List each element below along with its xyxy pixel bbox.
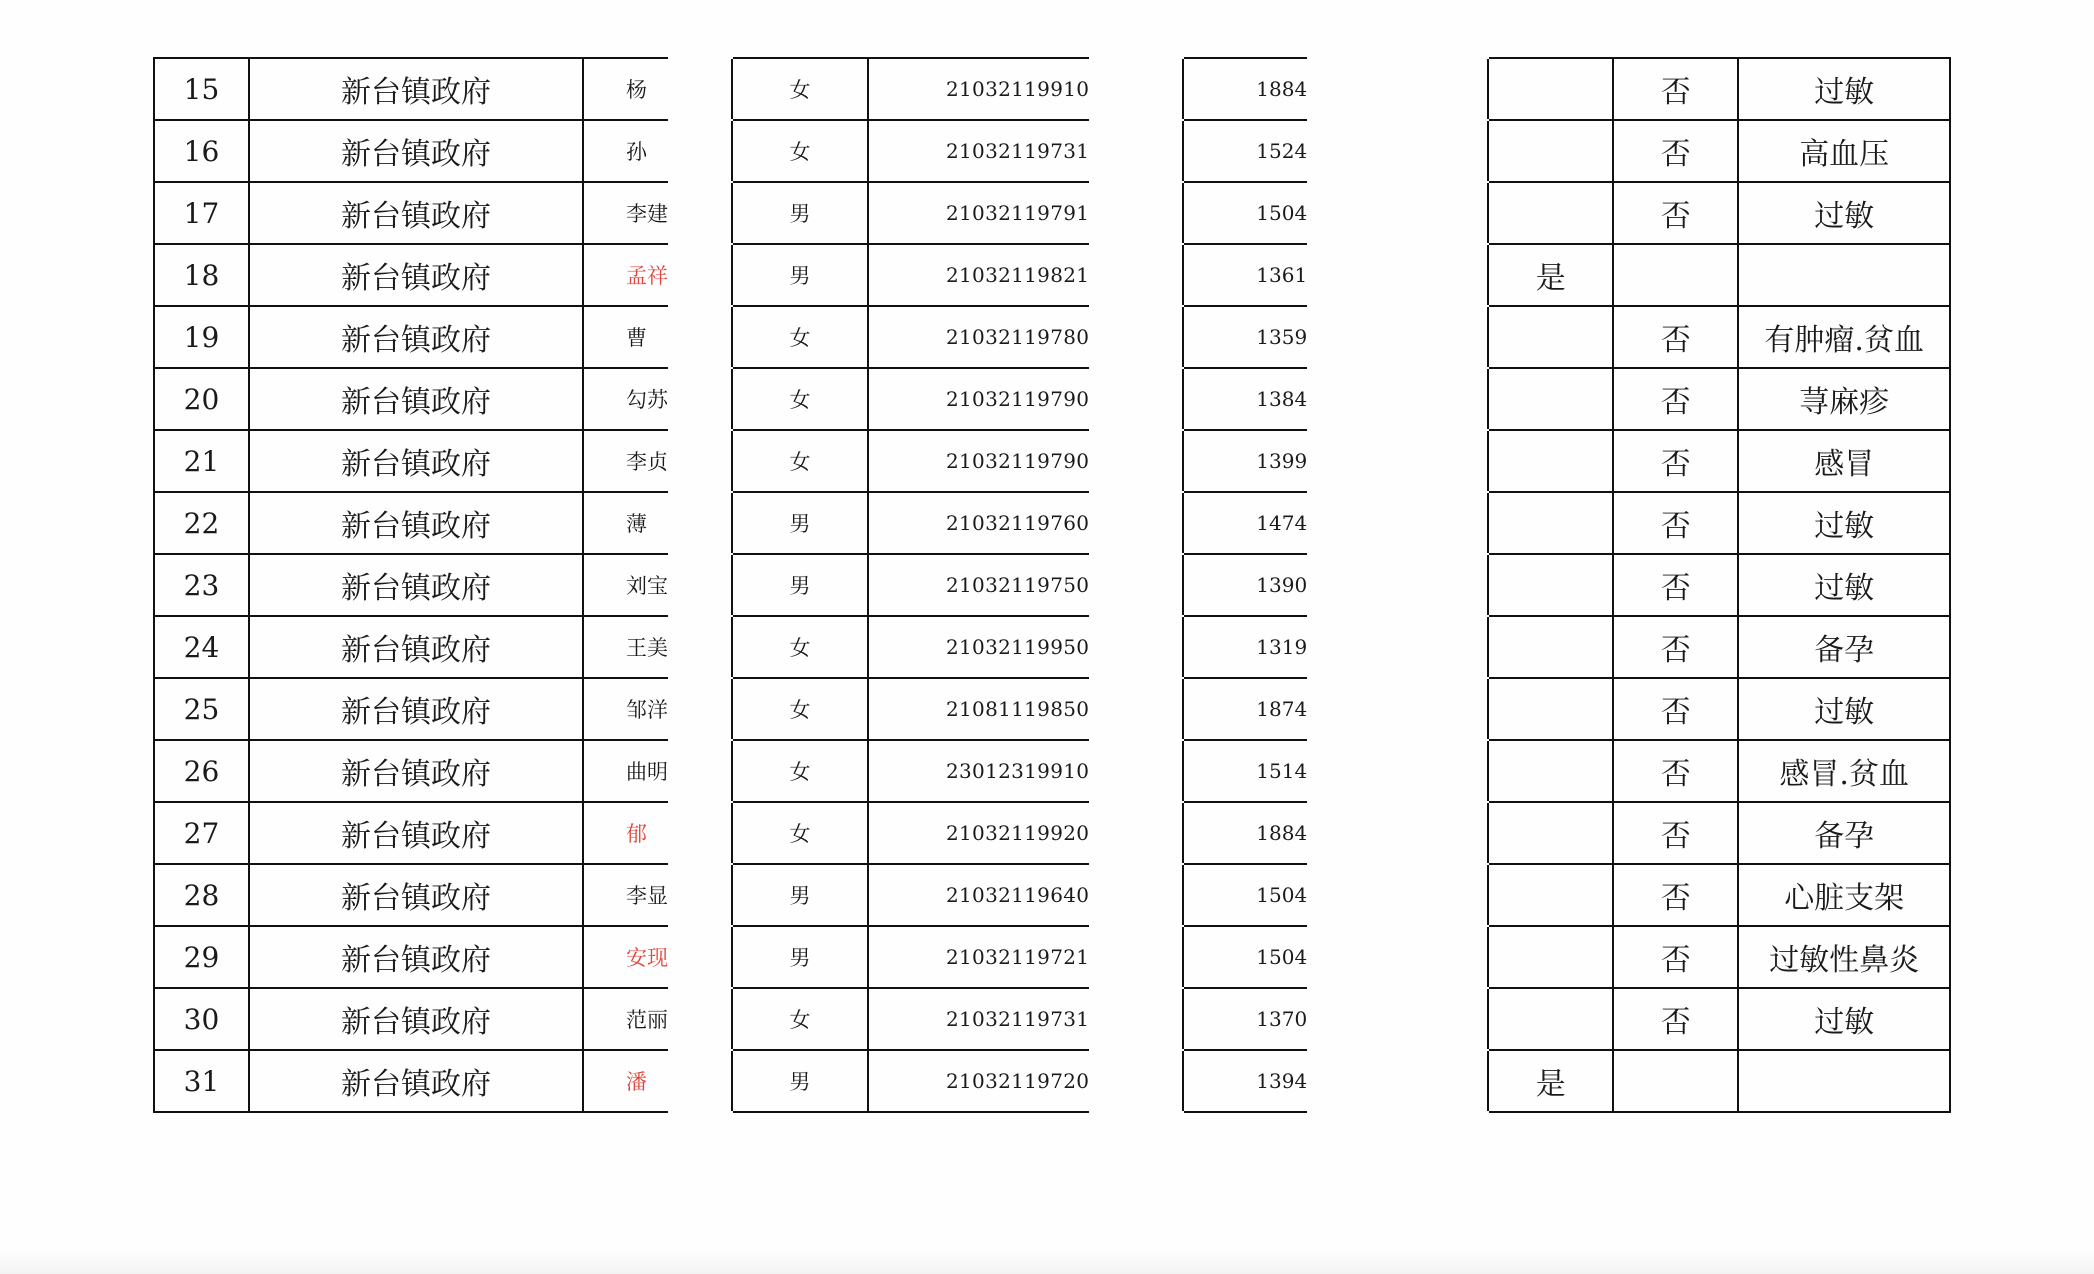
condition-cell: 荨麻疹 bbox=[1738, 368, 1950, 430]
gender-cell: 女 bbox=[732, 58, 868, 120]
unit-cell: 新台镇政府 bbox=[249, 368, 583, 430]
no-cell: 否 bbox=[1613, 616, 1738, 678]
clipped-gap bbox=[668, 492, 732, 554]
phone-cell: 1394 bbox=[1183, 1050, 1307, 1112]
gender-cell: 男 bbox=[732, 864, 868, 926]
row-number-cell: 17 bbox=[154, 182, 249, 244]
data-table bbox=[153, 57, 1951, 1113]
table-row bbox=[154, 554, 1950, 616]
condition-cell: 过敏性鼻炎 bbox=[1738, 926, 1950, 988]
clipped-gap bbox=[1307, 182, 1488, 244]
clipped-gap bbox=[1307, 1050, 1488, 1112]
person-name-cell: 范丽 bbox=[583, 988, 668, 1050]
clipped-gap bbox=[1089, 244, 1183, 306]
phone-cell: 1361 bbox=[1183, 244, 1307, 306]
person-name-cell: 李建 bbox=[583, 182, 668, 244]
clipped-gap bbox=[1089, 368, 1183, 430]
table-body bbox=[154, 58, 1950, 1112]
gender-cell: 男 bbox=[732, 926, 868, 988]
yes-cell bbox=[1488, 616, 1613, 678]
table-row bbox=[154, 802, 1950, 864]
clipped-gap bbox=[1307, 554, 1488, 616]
yes-cell bbox=[1488, 678, 1613, 740]
person-name-cell: 孟祥 bbox=[583, 244, 668, 306]
person-name-cell: 郁 bbox=[583, 802, 668, 864]
phone-cell: 1370 bbox=[1183, 988, 1307, 1050]
bottom-shade bbox=[0, 1250, 2094, 1274]
gender-cell: 女 bbox=[732, 306, 868, 368]
clipped-gap bbox=[1307, 926, 1488, 988]
table-row bbox=[154, 616, 1950, 678]
yes-cell: 是 bbox=[1488, 244, 1613, 306]
id-number-cell: 21032119910 bbox=[868, 58, 1089, 120]
phone-cell: 1884 bbox=[1183, 58, 1307, 120]
no-cell: 否 bbox=[1613, 182, 1738, 244]
person-name-cell: 曲明 bbox=[583, 740, 668, 802]
row-number-cell: 19 bbox=[154, 306, 249, 368]
person-name-cell: 薄 bbox=[583, 492, 668, 554]
phone-cell: 1504 bbox=[1183, 864, 1307, 926]
no-cell: 否 bbox=[1613, 58, 1738, 120]
unit-cell: 新台镇政府 bbox=[249, 182, 583, 244]
table-row bbox=[154, 678, 1950, 740]
condition-cell bbox=[1738, 1050, 1950, 1112]
clipped-gap bbox=[1089, 554, 1183, 616]
clipped-gap bbox=[1307, 368, 1488, 430]
id-number-cell: 21032119920 bbox=[868, 802, 1089, 864]
clipped-gap bbox=[1089, 58, 1183, 120]
condition-cell: 备孕 bbox=[1738, 802, 1950, 864]
gender-cell: 女 bbox=[732, 988, 868, 1050]
table-row bbox=[154, 740, 1950, 802]
row-number-cell: 29 bbox=[154, 926, 249, 988]
clipped-gap bbox=[1089, 802, 1183, 864]
clipped-gap bbox=[1089, 988, 1183, 1050]
yes-cell bbox=[1488, 430, 1613, 492]
row-number-cell: 15 bbox=[154, 58, 249, 120]
clipped-gap bbox=[668, 988, 732, 1050]
no-cell: 否 bbox=[1613, 120, 1738, 182]
clipped-gap bbox=[1307, 120, 1488, 182]
phone-cell: 1884 bbox=[1183, 802, 1307, 864]
gender-cell: 女 bbox=[732, 368, 868, 430]
no-cell: 否 bbox=[1613, 864, 1738, 926]
clipped-gap bbox=[1089, 678, 1183, 740]
row-number-cell: 28 bbox=[154, 864, 249, 926]
table-row bbox=[154, 120, 1950, 182]
person-name-cell: 安现 bbox=[583, 926, 668, 988]
clipped-gap bbox=[1089, 864, 1183, 926]
gender-cell: 男 bbox=[732, 554, 868, 616]
clipped-gap bbox=[1089, 306, 1183, 368]
unit-cell: 新台镇政府 bbox=[249, 802, 583, 864]
phone-cell: 1514 bbox=[1183, 740, 1307, 802]
no-cell: 否 bbox=[1613, 492, 1738, 554]
no-cell bbox=[1613, 1050, 1738, 1112]
clipped-gap bbox=[668, 1050, 732, 1112]
gender-cell: 男 bbox=[732, 182, 868, 244]
row-number-cell: 26 bbox=[154, 740, 249, 802]
id-number-cell: 21032119950 bbox=[868, 616, 1089, 678]
row-number-cell: 23 bbox=[154, 554, 249, 616]
row-number-cell: 20 bbox=[154, 368, 249, 430]
table-row bbox=[154, 306, 1950, 368]
id-number-cell: 21032119731 bbox=[868, 120, 1089, 182]
clipped-gap bbox=[1307, 244, 1488, 306]
clipped-gap bbox=[668, 616, 732, 678]
clipped-gap bbox=[668, 864, 732, 926]
condition-cell: 过敏 bbox=[1738, 678, 1950, 740]
gender-cell: 男 bbox=[732, 1050, 868, 1112]
table-row bbox=[154, 864, 1950, 926]
clipped-gap bbox=[668, 58, 732, 120]
clipped-gap bbox=[668, 368, 732, 430]
id-number-cell: 21032119750 bbox=[868, 554, 1089, 616]
row-number-cell: 24 bbox=[154, 616, 249, 678]
yes-cell bbox=[1488, 368, 1613, 430]
no-cell: 否 bbox=[1613, 368, 1738, 430]
clipped-gap bbox=[668, 678, 732, 740]
no-cell: 否 bbox=[1613, 740, 1738, 802]
table-row bbox=[154, 926, 1950, 988]
condition-cell: 过敏 bbox=[1738, 58, 1950, 120]
person-name-cell: 勾苏 bbox=[583, 368, 668, 430]
yes-cell bbox=[1488, 740, 1613, 802]
phone-cell: 1399 bbox=[1183, 430, 1307, 492]
clipped-gap bbox=[1307, 988, 1488, 1050]
clipped-gap bbox=[1307, 864, 1488, 926]
clipped-gap bbox=[668, 306, 732, 368]
no-cell: 否 bbox=[1613, 306, 1738, 368]
clipped-gap bbox=[668, 926, 732, 988]
yes-cell bbox=[1488, 120, 1613, 182]
condition-cell: 感冒.贫血 bbox=[1738, 740, 1950, 802]
yes-cell bbox=[1488, 926, 1613, 988]
person-name-cell: 李显 bbox=[583, 864, 668, 926]
unit-cell: 新台镇政府 bbox=[249, 988, 583, 1050]
row-number-cell: 30 bbox=[154, 988, 249, 1050]
clipped-gap bbox=[668, 802, 732, 864]
no-cell: 否 bbox=[1613, 988, 1738, 1050]
clipped-gap bbox=[668, 554, 732, 616]
clipped-gap bbox=[1089, 616, 1183, 678]
yes-cell: 是 bbox=[1488, 1050, 1613, 1112]
gender-cell: 男 bbox=[732, 244, 868, 306]
id-number-cell: 21032119720 bbox=[868, 1050, 1089, 1112]
yes-cell bbox=[1488, 864, 1613, 926]
id-number-cell: 21032119760 bbox=[868, 492, 1089, 554]
table-row bbox=[154, 988, 1950, 1050]
clipped-gap bbox=[668, 430, 732, 492]
condition-cell: 高血压 bbox=[1738, 120, 1950, 182]
person-name-cell: 邹洋 bbox=[583, 678, 668, 740]
id-number-cell: 21032119791 bbox=[868, 182, 1089, 244]
person-name-cell: 潘 bbox=[583, 1050, 668, 1112]
id-number-cell: 21032119640 bbox=[868, 864, 1089, 926]
condition-cell: 过敏 bbox=[1738, 554, 1950, 616]
condition-cell: 备孕 bbox=[1738, 616, 1950, 678]
clipped-gap bbox=[1089, 430, 1183, 492]
unit-cell: 新台镇政府 bbox=[249, 430, 583, 492]
id-number-cell: 21032119790 bbox=[868, 368, 1089, 430]
gender-cell: 女 bbox=[732, 616, 868, 678]
condition-cell: 过敏 bbox=[1738, 492, 1950, 554]
id-number-cell: 21032119821 bbox=[868, 244, 1089, 306]
row-number-cell: 16 bbox=[154, 120, 249, 182]
clipped-gap bbox=[1307, 616, 1488, 678]
condition-cell bbox=[1738, 244, 1950, 306]
person-name-cell: 曹 bbox=[583, 306, 668, 368]
no-cell bbox=[1613, 244, 1738, 306]
condition-cell: 有肿瘤.贫血 bbox=[1738, 306, 1950, 368]
clipped-gap bbox=[1307, 58, 1488, 120]
row-number-cell: 25 bbox=[154, 678, 249, 740]
row-number-cell: 22 bbox=[154, 492, 249, 554]
table-row bbox=[154, 182, 1950, 244]
yes-cell bbox=[1488, 554, 1613, 616]
clipped-gap bbox=[1307, 802, 1488, 864]
unit-cell: 新台镇政府 bbox=[249, 926, 583, 988]
clipped-gap bbox=[668, 740, 732, 802]
clipped-gap bbox=[1089, 926, 1183, 988]
phone-cell: 1874 bbox=[1183, 678, 1307, 740]
person-name-cell: 刘宝 bbox=[583, 554, 668, 616]
clipped-gap bbox=[668, 120, 732, 182]
phone-cell: 1504 bbox=[1183, 182, 1307, 244]
clipped-gap bbox=[668, 182, 732, 244]
phone-cell: 1524 bbox=[1183, 120, 1307, 182]
yes-cell bbox=[1488, 988, 1613, 1050]
id-number-cell: 21032119731 bbox=[868, 988, 1089, 1050]
yes-cell bbox=[1488, 58, 1613, 120]
id-number-cell: 21032119721 bbox=[868, 926, 1089, 988]
person-name-cell: 李贞 bbox=[583, 430, 668, 492]
no-cell: 否 bbox=[1613, 926, 1738, 988]
gender-cell: 女 bbox=[732, 430, 868, 492]
clipped-gap bbox=[1089, 120, 1183, 182]
table-row bbox=[154, 58, 1950, 120]
gender-cell: 女 bbox=[732, 120, 868, 182]
condition-cell: 过敏 bbox=[1738, 182, 1950, 244]
yes-cell bbox=[1488, 182, 1613, 244]
clipped-gap bbox=[1089, 1050, 1183, 1112]
unit-cell: 新台镇政府 bbox=[249, 306, 583, 368]
condition-cell: 心脏支架 bbox=[1738, 864, 1950, 926]
unit-cell: 新台镇政府 bbox=[249, 1050, 583, 1112]
table-row bbox=[154, 368, 1950, 430]
table-row bbox=[154, 430, 1950, 492]
unit-cell: 新台镇政府 bbox=[249, 864, 583, 926]
yes-cell bbox=[1488, 492, 1613, 554]
row-number-cell: 31 bbox=[154, 1050, 249, 1112]
clipped-gap bbox=[1089, 740, 1183, 802]
phone-cell: 1319 bbox=[1183, 616, 1307, 678]
clipped-gap bbox=[1307, 492, 1488, 554]
clipped-gap bbox=[1089, 492, 1183, 554]
phone-cell: 1384 bbox=[1183, 368, 1307, 430]
unit-cell: 新台镇政府 bbox=[249, 492, 583, 554]
row-number-cell: 18 bbox=[154, 244, 249, 306]
unit-cell: 新台镇政府 bbox=[249, 58, 583, 120]
id-number-cell: 21081119850 bbox=[868, 678, 1089, 740]
person-name-cell: 孙 bbox=[583, 120, 668, 182]
yes-cell bbox=[1488, 306, 1613, 368]
id-number-cell: 21032119790 bbox=[868, 430, 1089, 492]
gender-cell: 男 bbox=[732, 492, 868, 554]
unit-cell: 新台镇政府 bbox=[249, 740, 583, 802]
unit-cell: 新台镇政府 bbox=[249, 120, 583, 182]
unit-cell: 新台镇政府 bbox=[249, 244, 583, 306]
yes-cell bbox=[1488, 802, 1613, 864]
no-cell: 否 bbox=[1613, 430, 1738, 492]
condition-cell: 过敏 bbox=[1738, 988, 1950, 1050]
person-name-cell: 杨 bbox=[583, 58, 668, 120]
table-row bbox=[154, 244, 1950, 306]
clipped-gap bbox=[1307, 306, 1488, 368]
phone-cell: 1504 bbox=[1183, 926, 1307, 988]
gender-cell: 女 bbox=[732, 740, 868, 802]
table-row bbox=[154, 492, 1950, 554]
clipped-gap bbox=[1307, 678, 1488, 740]
row-number-cell: 27 bbox=[154, 802, 249, 864]
clipped-gap bbox=[1307, 740, 1488, 802]
no-cell: 否 bbox=[1613, 802, 1738, 864]
clipped-gap bbox=[1089, 182, 1183, 244]
unit-cell: 新台镇政府 bbox=[249, 554, 583, 616]
unit-cell: 新台镇政府 bbox=[249, 616, 583, 678]
person-name-cell: 王美 bbox=[583, 616, 668, 678]
gender-cell: 女 bbox=[732, 678, 868, 740]
id-number-cell: 21032119780 bbox=[868, 306, 1089, 368]
phone-cell: 1359 bbox=[1183, 306, 1307, 368]
no-cell: 否 bbox=[1613, 678, 1738, 740]
clipped-gap bbox=[1307, 430, 1488, 492]
table-row bbox=[154, 1050, 1950, 1112]
unit-cell: 新台镇政府 bbox=[249, 678, 583, 740]
clipped-gap bbox=[668, 244, 732, 306]
id-number-cell: 23012319910 bbox=[868, 740, 1089, 802]
row-number-cell: 21 bbox=[154, 430, 249, 492]
condition-cell: 感冒 bbox=[1738, 430, 1950, 492]
no-cell: 否 bbox=[1613, 554, 1738, 616]
gender-cell: 女 bbox=[732, 802, 868, 864]
phone-cell: 1390 bbox=[1183, 554, 1307, 616]
phone-cell: 1474 bbox=[1183, 492, 1307, 554]
